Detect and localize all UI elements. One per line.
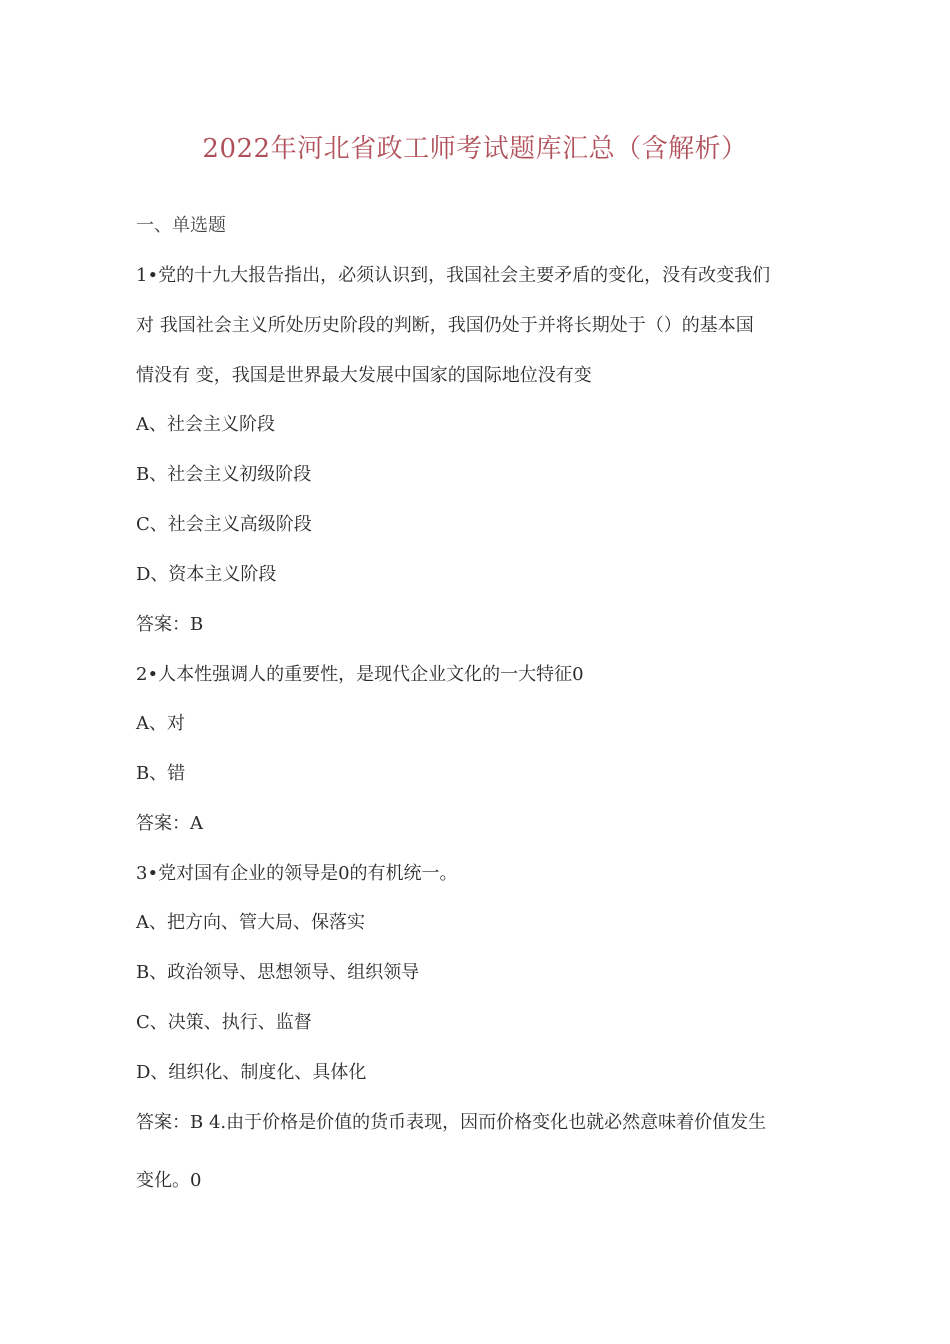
question-1-line-3: 情没有 变，我国是世界最大发展中国家的国际地位没有变 — [136, 365, 592, 386]
question-3-answer-and-question-4: 答案：B 4.由于价格是价值的货币表现，因而价格变化也就必然意味着价值发生 — [136, 1112, 767, 1133]
question-3-option-d: D、组织化、制度化、具体化 — [136, 1062, 367, 1083]
question-1-option-d: D、资本主义阶段 — [136, 564, 277, 585]
question-2-option-a: A、对 — [136, 713, 185, 734]
question-1-option-a: A、社会主义阶段 — [136, 414, 275, 435]
question-3-line-1: 3•党对国有企业的领导是0的有机统一。 — [136, 863, 458, 884]
section-heading: 一、单选题 — [136, 215, 226, 236]
question-4-line-2: 变化。0 — [136, 1170, 202, 1191]
question-2-option-b: B、错 — [136, 763, 186, 784]
question-2-line-1: 2•人本性强调人的重要性，是现代企业文化的一大特征0 — [136, 664, 584, 685]
question-1-option-b: B、社会主义初级阶段 — [136, 464, 312, 485]
question-2-answer: 答案：A — [136, 813, 203, 834]
question-1-line-2: 对 我国社会主义所处历史阶段的判断，我国仍处于并将长期处于（）的基本国 — [136, 315, 754, 336]
question-1-line-1: 1•党的十九大报告指出，必须认识到，我国社会主要矛盾的变化，没有改变我们 — [136, 265, 771, 286]
question-1-answer: 答案：B — [136, 614, 204, 635]
question-3-option-a: A、把方向、管大局、保落实 — [136, 912, 365, 933]
question-3-option-b: B、政治领导、思想领导、组织领导 — [136, 962, 420, 983]
question-1-option-c: C、社会主义高级阶段 — [136, 514, 312, 535]
document-title: 2022年河北省政工师考试题库汇总（含解析） — [202, 134, 748, 164]
question-3-option-c: C、决策、执行、监督 — [136, 1012, 312, 1033]
